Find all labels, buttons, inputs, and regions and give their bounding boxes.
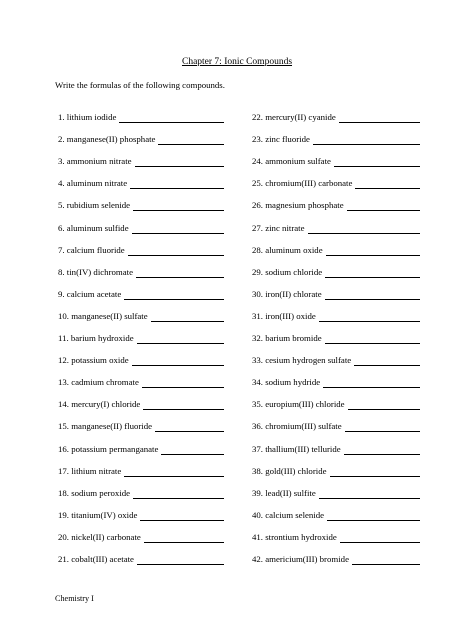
question-item [58, 455, 224, 477]
answer-blank[interactable] [128, 247, 224, 256]
page-title: Chapter 7: Ionic Compounds [181, 57, 293, 67]
question-label: 1. lithium iodide [58, 112, 117, 123]
answer-blank[interactable] [313, 136, 420, 145]
question-label: 22. mercury(II) cyanide [252, 112, 336, 123]
question-label: 2. manganese(II) phosphate [58, 134, 156, 145]
answer-blank[interactable] [143, 401, 224, 410]
question-label: 10. manganese(II) sulfate [58, 310, 148, 321]
question-item [58, 432, 224, 454]
answer-blank[interactable] [339, 114, 420, 123]
question-item [252, 344, 420, 366]
question-item [252, 300, 420, 322]
question-item [58, 234, 224, 256]
left-column [58, 101, 238, 565]
answer-blank[interactable] [330, 468, 420, 477]
question-item [252, 455, 420, 477]
question-label: 20. nickel(II) carbonate [58, 531, 141, 542]
question-label: 16. potassium permanganate [58, 443, 159, 454]
question-label: 27. zinc nitrate [252, 222, 305, 233]
answer-blank[interactable] [325, 335, 420, 344]
question-item [58, 167, 224, 189]
answer-blank[interactable] [325, 269, 420, 278]
question-label: 28. aluminum oxide [252, 244, 323, 255]
question-label: 11. barium hydroxide [58, 333, 134, 344]
question-label: 37. thallium(III) telluride [252, 443, 341, 454]
right-column [252, 101, 432, 565]
answer-blank[interactable] [347, 202, 420, 211]
footer: Chemistry I [55, 594, 94, 603]
question-item [58, 543, 224, 565]
question-label: 25. chromium(III) carbonate [252, 178, 353, 189]
question-item [252, 366, 420, 388]
question-label: 41. strontium hydroxide [252, 531, 337, 542]
answer-blank[interactable] [352, 556, 420, 565]
answer-blank[interactable] [144, 534, 224, 543]
answer-blank[interactable] [133, 202, 224, 211]
answer-blank[interactable] [308, 225, 420, 234]
question-item [58, 322, 224, 344]
question-item [58, 278, 224, 300]
question-item [252, 521, 420, 543]
answer-blank[interactable] [119, 114, 224, 123]
question-item [58, 123, 224, 145]
question-item [252, 477, 420, 499]
question-label: 7. calcium fluoride [58, 244, 125, 255]
answer-blank[interactable] [137, 556, 224, 565]
answer-blank[interactable] [137, 335, 224, 344]
question-item [58, 410, 224, 432]
question-item [252, 123, 420, 145]
answer-blank[interactable] [340, 534, 420, 543]
question-item [58, 388, 224, 410]
question-label: 19. titanium(IV) oxide [58, 509, 138, 520]
answer-blank[interactable] [348, 401, 420, 410]
question-label: 36. chromium(III) sulfate [252, 421, 342, 432]
question-item [58, 101, 224, 123]
question-label: 24. ammonium sulfate [252, 156, 331, 167]
question-item [252, 388, 420, 410]
question-label: 30. iron(II) chlorate [252, 288, 322, 299]
question-label: 9. calcium acetate [58, 288, 122, 299]
question-item [58, 366, 224, 388]
answer-blank[interactable] [161, 446, 224, 455]
question-item [252, 145, 420, 167]
answer-blank[interactable] [132, 225, 224, 234]
answer-blank[interactable] [334, 158, 420, 167]
question-label: 15. manganese(II) fluoride [58, 421, 153, 432]
answer-blank[interactable] [327, 512, 420, 521]
question-item [58, 211, 224, 233]
question-label: 5. rubidium selenide [58, 200, 131, 211]
question-label: 35. europium(III) chloride [252, 399, 345, 410]
answer-blank[interactable] [136, 269, 224, 278]
question-item [252, 167, 420, 189]
question-item [58, 145, 224, 167]
question-item [252, 101, 420, 123]
answer-blank[interactable] [344, 446, 420, 455]
question-label: 3. ammonium nitrate [58, 156, 132, 167]
question-item [58, 189, 224, 211]
question-item [252, 278, 420, 300]
question-item [252, 543, 420, 565]
answer-blank[interactable] [319, 490, 420, 499]
answer-blank[interactable] [132, 357, 224, 366]
answer-blank[interactable] [135, 158, 224, 167]
question-item [58, 499, 224, 521]
answer-blank[interactable] [124, 468, 224, 477]
answer-blank[interactable] [155, 423, 224, 432]
question-label: 13. cadmium chromate [58, 377, 139, 388]
question-label: 21. cobalt(III) acetate [58, 553, 134, 564]
question-item [58, 256, 224, 278]
question-label: 40. calcium selenide [252, 509, 325, 520]
question-label: 23. zinc fluoride [252, 134, 310, 145]
answer-blank[interactable] [355, 180, 420, 189]
question-label: 38. gold(III) chloride [252, 465, 327, 476]
question-label: 33. cesium hydrogen sulfate [252, 355, 352, 366]
instructions: Write the formulas of the following compounds. [55, 80, 225, 90]
question-item [58, 521, 224, 543]
question-item [252, 211, 420, 233]
question-label: 18. sodium peroxide [58, 487, 131, 498]
question-label: 8. tin(IV) dichromate [58, 266, 133, 277]
question-label: 26. magnesium phosphate [252, 200, 344, 211]
question-label: 6. aluminum sulfide [58, 222, 129, 233]
answer-blank[interactable] [124, 291, 224, 300]
question-item [58, 344, 224, 366]
answer-blank[interactable] [140, 512, 224, 521]
question-label: 4. aluminum nitrate [58, 178, 128, 189]
question-item [252, 410, 420, 432]
question-item [252, 234, 420, 256]
question-item [58, 300, 224, 322]
question-label: 31. iron(III) oxide [252, 310, 316, 321]
answer-blank[interactable] [323, 379, 420, 388]
question-label: 12. potassium oxide [58, 355, 129, 366]
question-label: 17. lithium nitrate [58, 465, 122, 476]
question-item [252, 256, 420, 278]
question-item [252, 189, 420, 211]
answer-blank[interactable] [354, 357, 420, 366]
question-label: 32. barium bromide [252, 333, 322, 344]
question-label: 39. lead(II) sulfite [252, 487, 316, 498]
question-item [252, 432, 420, 454]
answer-blank[interactable] [130, 180, 224, 189]
question-label: 34. sodium hydride [252, 377, 321, 388]
answer-blank[interactable] [151, 313, 224, 322]
answer-blank[interactable] [142, 379, 224, 388]
question-item [58, 477, 224, 499]
answer-blank[interactable] [319, 313, 420, 322]
question-item [252, 322, 420, 344]
answer-blank[interactable] [158, 136, 224, 145]
answer-blank[interactable] [326, 247, 420, 256]
question-label: 29. sodium chloride [252, 266, 323, 277]
question-label: 42. americium(III) bromide [252, 553, 349, 564]
question-item [252, 499, 420, 521]
answer-blank[interactable] [345, 423, 420, 432]
answer-blank[interactable] [325, 291, 420, 300]
answer-blank[interactable] [133, 490, 224, 499]
question-label: 14. mercury(I) chloride [58, 399, 141, 410]
